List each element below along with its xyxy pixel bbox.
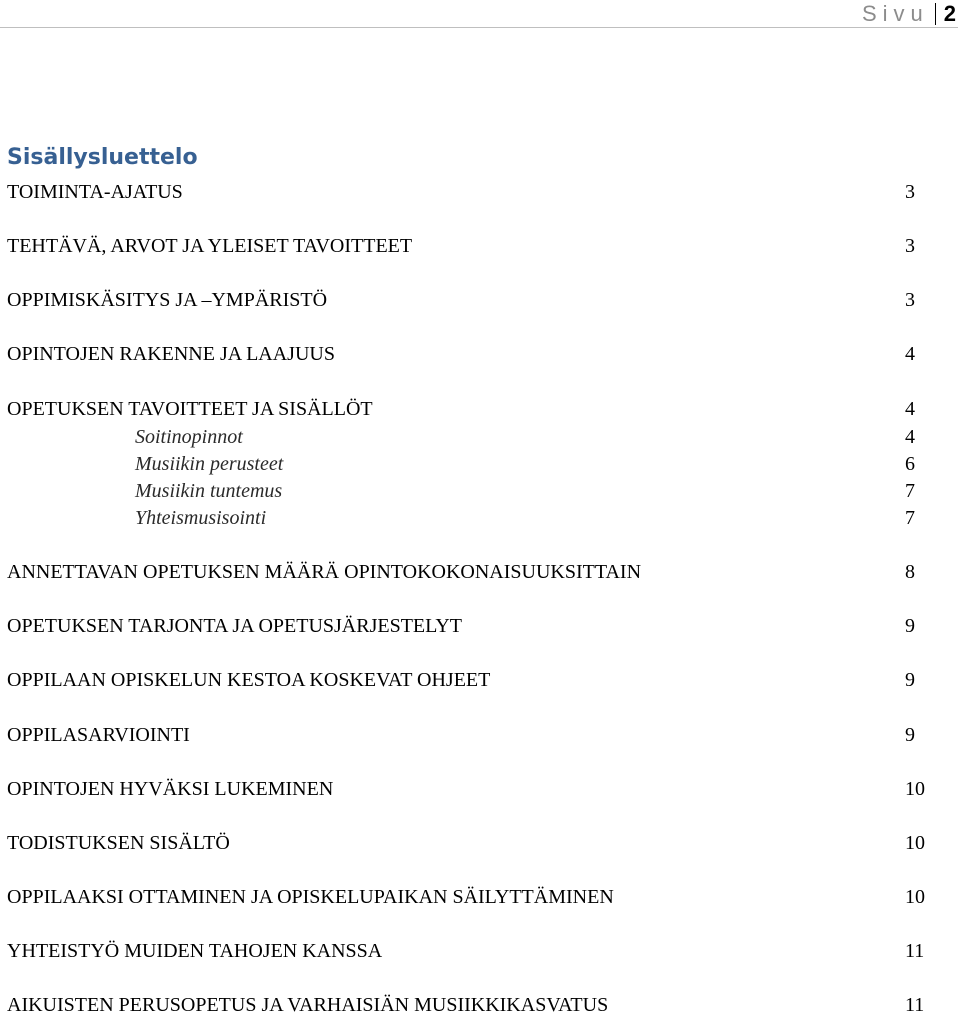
toc-entry-label: TEHTÄVÄ, ARVOT JA YLEISET TAVOITTEET [7,235,413,257]
toc-title: Sisällysluettelo [7,145,198,170]
toc-entry[interactable] [0,286,960,314]
toc-entry-page: 9 [905,615,915,637]
toc-entry[interactable] [0,829,960,857]
toc-entry-page: 3 [905,235,915,257]
toc-subentry[interactable] [0,504,960,532]
toc-entry[interactable] [0,340,960,368]
page-label: Sivu [861,0,929,26]
toc-entry-page: 10 [905,778,925,800]
page-header [862,0,956,27]
toc-entry-page: 4 [905,398,915,420]
toc-entry[interactable] [0,612,960,640]
toc-entry[interactable] [0,666,960,694]
toc-entry-label: OPETUKSEN TAVOITTEET JA SISÄLLÖT [7,398,373,420]
toc-entry-label: TOIMINTA-AJATUS [7,181,183,203]
toc-entry-page: 9 [905,724,915,746]
toc-entry-page: 9 [905,669,915,691]
toc-entry-label: TODISTUKSEN SISÄLTÖ [7,832,230,854]
page-number: 2 [943,0,956,26]
toc-entry-label: Yhteismusisointi [135,507,267,529]
toc-entry-page: 6 [905,453,915,475]
toc-entry-label: Musiikin perusteet [135,453,284,475]
toc-entry-label: ANNETTAVAN OPETUKSEN MÄÄRÄ OPINTOKOKONAISUUKSITTAIN [7,561,642,583]
toc-entry-label: OPINTOJEN RAKENNE JA LAAJUUS [7,343,335,365]
toc-subentry[interactable] [0,423,960,451]
toc-entry-label: OPETUKSEN TARJONTA JA OPETUSJÄRJESTELYT [7,615,463,637]
toc-entry[interactable] [0,395,960,423]
toc-entry[interactable] [0,775,960,803]
toc-entry-label: OPINTOJEN HYVÄKSI LUKEMINEN [7,778,334,800]
toc-entry-page: 7 [905,480,915,502]
toc-entry[interactable] [0,883,960,911]
toc-entry-page: 4 [905,343,915,365]
toc-entry-page: 10 [905,886,925,908]
toc-entry[interactable] [0,178,960,206]
toc-subentry[interactable] [0,450,960,478]
toc-entry-page: 4 [905,426,915,448]
toc-entry-page: 7 [905,507,915,529]
toc-entry-page: 3 [905,289,915,311]
toc-entry[interactable] [0,558,960,586]
toc-entry-label: OPPILASARVIOINTI [7,724,190,746]
toc-entry-page: 3 [905,181,915,203]
toc-subentry[interactable] [0,477,960,505]
toc-entry-label: Soitinopinnot [135,426,243,448]
toc-entry-label: OPPILAAKSI OTTAMINEN JA OPISKELUPAIKAN SÄILYTTÄMINEN [7,886,614,908]
toc-entry-page: 10 [905,832,925,854]
toc-entry[interactable] [0,721,960,749]
toc-entry-label: OPPIMISKÄSITYS JA –YMPÄRISTÖ [7,289,328,311]
toc-entry-page: 8 [905,561,915,583]
toc-entry[interactable] [0,232,960,260]
header-rule [0,27,958,28]
toc-entry-label: YHTEISTYÖ MUIDEN TAHOJEN KANSSA [7,940,383,962]
toc-entry-page: 11 [905,940,925,962]
header-separator [935,3,936,25]
toc-entry-label: Musiikin tuntemus [135,480,283,502]
toc-entry-label: OPPILAAN OPISKELUN KESTOA KOSKEVAT OHJEET [7,669,491,691]
toc-entry-label: AIKUISTEN PERUSOPETUS JA VARHAISIÄN MUSIIKKIKASVATUS [7,994,609,1016]
toc-entry-page: 11 [905,994,925,1016]
toc-entry[interactable] [0,937,960,965]
toc-entry[interactable] [0,991,960,1019]
